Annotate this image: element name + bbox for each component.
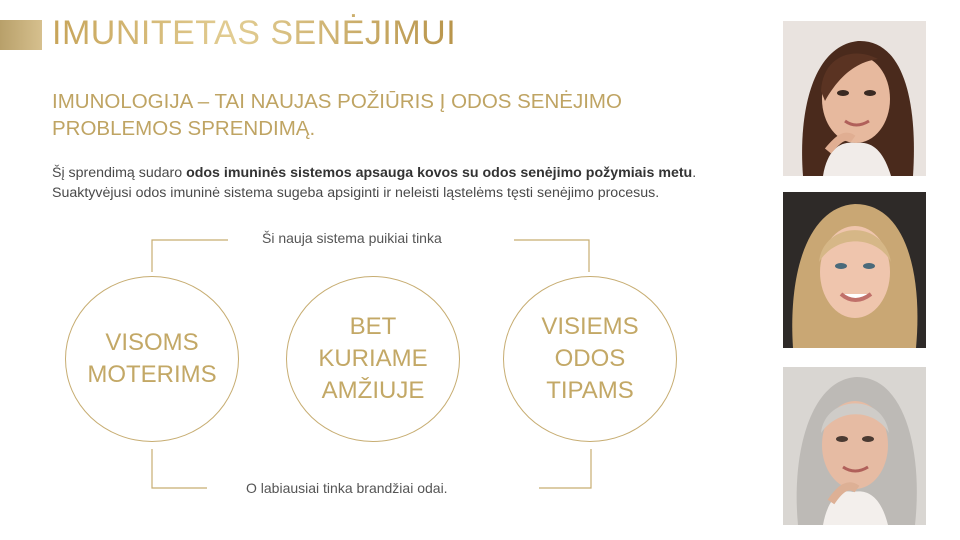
bracket-top-left xyxy=(152,240,228,272)
page-title: IMUNITETAS SENĖJIMUI xyxy=(52,14,457,52)
woman-portrait-silver-hair-icon xyxy=(783,367,926,525)
circle-any-age xyxy=(286,276,460,442)
caption-bottom: O labiausiai tinka brandžiai odai. xyxy=(246,480,448,496)
circle-line: VISIEMS xyxy=(541,313,639,340)
body-text-bold: odos imuninės sistemos apsauga kovos su odos senėjimo požymiais metu xyxy=(186,165,693,181)
bracket-bottom-left xyxy=(152,449,207,488)
circle-line: BET xyxy=(349,313,397,340)
woman-portrait-blonde-icon xyxy=(783,192,926,348)
circle-all-women xyxy=(65,276,239,442)
woman-portrait-brunette-icon xyxy=(783,21,926,176)
circle-line: KURIAME xyxy=(318,345,428,372)
body-text-part2: . Suaktyvėjusi odos imuninė sistema sugeba apsiginti ir neleisti ląstelėms tęsti senėjimo procesus. xyxy=(52,165,697,201)
circle-line: VISOMS xyxy=(105,329,199,356)
circle-line: MOTERIMS xyxy=(87,361,217,388)
circle-line: AMŽIUJE xyxy=(321,377,425,404)
subtitle: IMUNOLOGIJA – TAI NAUJAS POŽIŪRIS Į ODOS SENĖJIMO PROBLEMOS SPRENDIMĄ. xyxy=(52,90,622,140)
caption-top: Ši nauja sistema puikiai tinka xyxy=(262,230,442,246)
bracket-bottom-right xyxy=(539,449,591,488)
body-text-part1: Šį sprendimą sudaro xyxy=(52,165,187,181)
circle-line: ODOS xyxy=(554,345,626,372)
circle-line: TIPAMS xyxy=(546,377,634,404)
circle-all-skin-types xyxy=(503,276,677,442)
bracket-top-right xyxy=(514,240,589,272)
